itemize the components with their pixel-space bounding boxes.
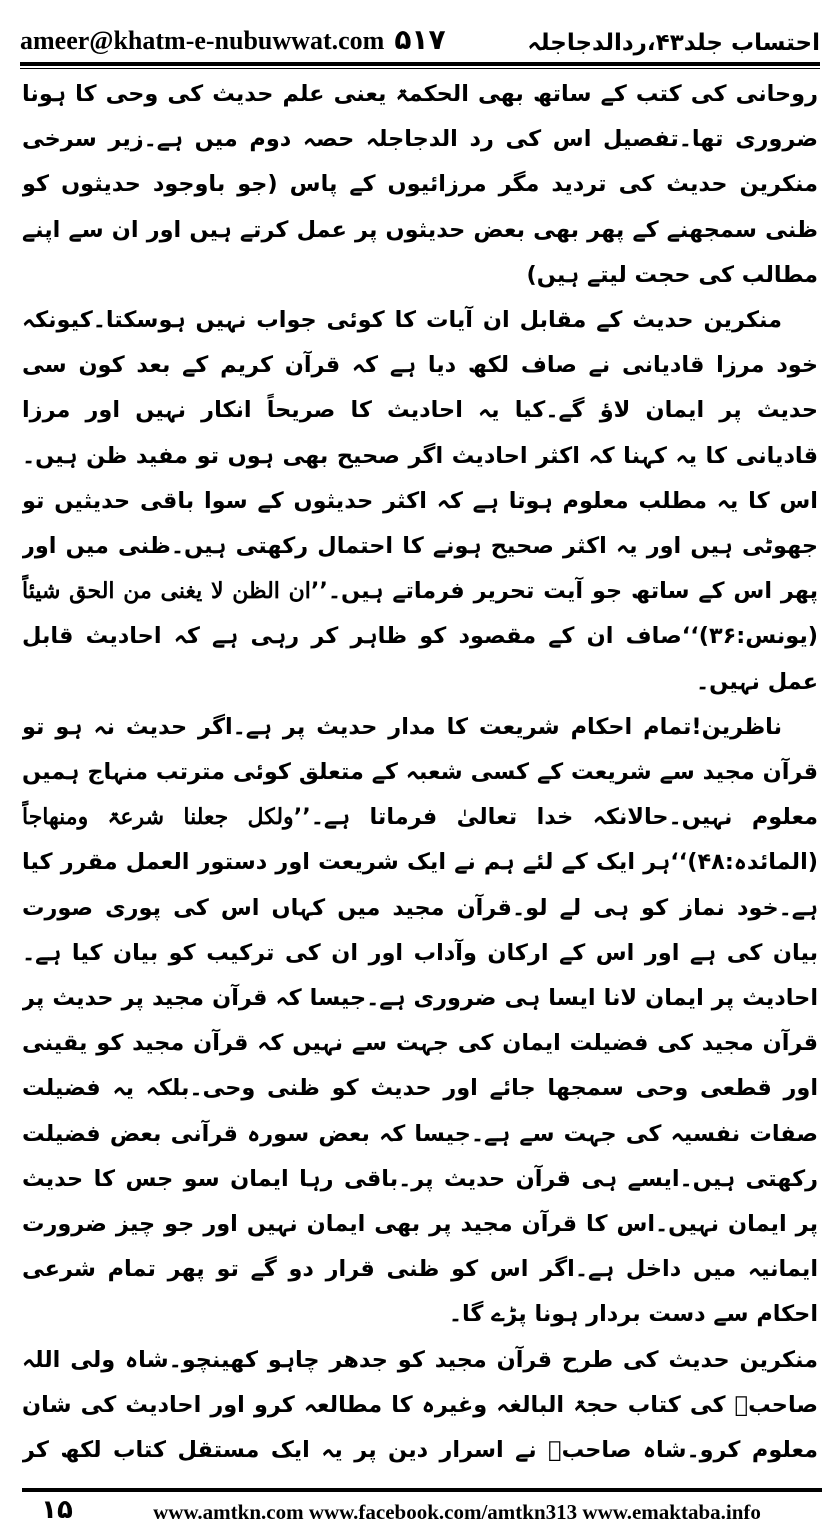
paragraph-3 — [22, 705, 818, 1338]
paragraph-2-text-b: ‘‘صاف ان کے مقصود کو ظاہر کر رہی ہے کہ احادیث قابل عمل نہیں۔ — [22, 623, 818, 695]
page-footer — [22, 1488, 822, 1532]
verse-ref-maidah: (المائدہ:۴۸) — [687, 849, 818, 876]
verse-ref-yunus: (یونس:۳۶) — [698, 623, 818, 650]
footer-page-number: ۱۵ — [41, 1495, 73, 1525]
paragraph-3-text-a: ناظرین!تمام احکام شریعت کا مدار حدیث پر ہے۔اگر حدیث نہ ہو تو قرآن مجید سے شریعت کے کسی شعبہ کے متعلق کوئی مترتب منہاج ہمیں معلوم نہیں۔حالانکہ خدا تعالیٰ فرماتا ہے۔’’ — [22, 713, 818, 831]
header-book-title: احتساب جلد۴۳،ردالدجاجلہ — [527, 30, 820, 56]
quran-verse-maidah: ولکل جعلنا شرعۃ ومنهاجاً — [22, 804, 294, 831]
page-header — [20, 16, 820, 56]
footer-links[interactable]: www.amtkn.com www.facebook.com/amtkn313 www.emaktaba.info — [153, 1499, 761, 1524]
paragraph-2 — [22, 298, 818, 705]
paragraph-4: منکرین حدیث کی طرح قرآن مجید کو جدھر چاہو کھینچو۔شاہ ولی اللہ صاحبؒ کی کتاب حجۃ البالغہ وغیرہ کا مطالعہ کرو اور احادیث کی شان معلوم کرو۔شاہ صاحبؒ نے اسرار دین پر یہ ایک مستقل کتاب لکھ کر — [22, 1346, 818, 1464]
header-email[interactable]: ameer@khatm-e-nubuwwat.com — [20, 26, 385, 55]
page-body — [22, 72, 818, 1472]
header-page-number: ۵۱۷ — [394, 23, 446, 56]
paragraph-2-text-a: منکرین حدیث کے مقابل ان آیات کا کوئی جواب نہیں ہوسکتا۔کیونکہ خود مرزا قادیانی نے صاف لکھ دیا ہے کہ قرآن کریم کے بعد کون سی حدیث پر ایمان لاؤ گے۔کیا یہ احادیث کا صریحاً انکار نہیں اور مرزا قادیانی کا یہ کہنا کہ اکثر احادیث اگر صحیح بھی ہوں تو مفید ظن ہیں۔اس کا یہ مطلب معلوم ہوتا ہے کہ اکثر حدیثوں کے سوا باقی حدیثیں تو جھوٹی ہیں اور یہ اکثر صحیح ہونے کا احتمال رکھتی ہیں۔ظنی میں اور پھر اس کے ساتھ جو آیت تحریر فرماتے ہیں۔’’ — [22, 307, 818, 605]
paragraph-3-text-b: ‘‘ہر ایک کے لئے ہم نے ایک شریعت اور دستور العمل مقرر کیا ہے۔خود نماز کو ہی لے لو۔قرآن مجید میں کہاں اس کی پوری صورت بیان کی ہے اور اس کے ارکان وآداب اور ان کی ترکیب کو بیان کیا ہے۔احادیث پر ایمان لانا ایسا ہی ضروری ہے۔جیسا کہ قرآن مجید پر حدیث پر قرآن مجید کی فضیلت ایمان کی جہت سے نہیں کہ قرآن مجید کو یقینی اور قطعی وحی سمجھا جائے اور حدیث کو ظنی وحی۔بلکہ یہ فضیلت صفات نفسیہ کی جہت سے ہے۔جیسا کہ بعض سورہ قرآنی بعض فضیلت رکھتی ہیں۔ایسے ہی قرآن حدیث پر۔باقی رہا ایمان سو جس کا حدیث پر ایمان نہیں۔اس کا قرآن مجید پر بھی ایمان نہیں اور جو چیز ضرورت ایمانیہ میں داخل ہے۔اگر اس کو ظنی قرار دو گے تو پھر تمام شرعی احکام سے دست بردار ہونا پڑے گا۔ — [22, 849, 818, 1328]
quran-verse-yunus: ان الظن لا یغنی من الحق شیئاً — [22, 578, 311, 605]
paragraph-1: روحانی کی کتب کے ساتھ بھی الحکمۃ یعنی علم حدیث کی وحی کا ہونا ضروری تھا۔تفصیل اس کی رد الدجاجلہ حصہ دوم میں ہے۔زیر سرخی منکرین حدیث کی تردید مگر مرزائیوں کے پاس (جو باوجود حدیثوں کو ظنی سمجھنے کے پھر بھی بعض حدیثوں پر عمل کرتے ہیں اور ان سے اپنے مطالب کی حجت لیتے ہیں) — [22, 81, 818, 288]
header-rule — [20, 62, 820, 69]
header-left — [20, 23, 446, 56]
